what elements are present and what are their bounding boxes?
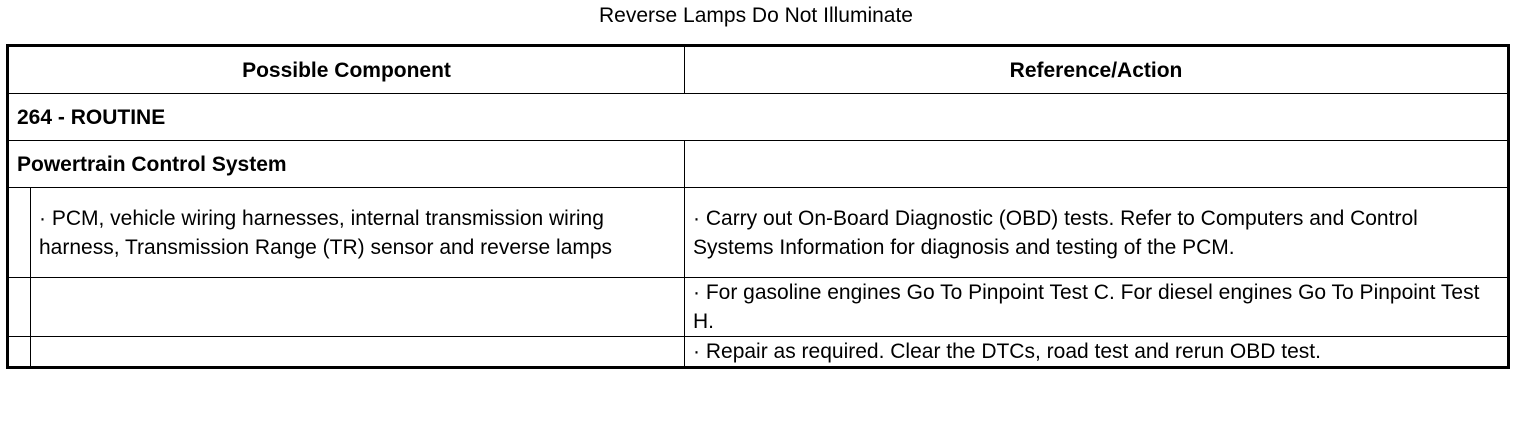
action-cell: · Repair as required. Clear the DTCs, road test and rerun OBD test. [685, 337, 1509, 368]
table-row [8, 278, 1509, 337]
group-label: Powertrain Control System [8, 141, 685, 188]
action-cell: · Carry out On-Board Diagnostic (OBD) tests. Refer to Computers and Control Systems Information for diagnosis and testing of the PCM. [685, 188, 1509, 278]
header-row [8, 46, 1509, 94]
component-cell-empty [31, 278, 685, 337]
diagnostic-table [6, 44, 1510, 369]
component-cell: · PCM, vehicle wiring harnesses, internal transmission wiring harness, Transmission Range (TR) sensor and reverse lamps [31, 188, 685, 278]
indent-cell [8, 188, 31, 278]
group-action-empty [685, 141, 1509, 188]
header-reference-action: Reference/Action [685, 46, 1509, 94]
component-cell-empty [31, 337, 685, 368]
table-row [8, 337, 1509, 368]
section-label: 264 - ROUTINE [8, 94, 1509, 141]
table-caption: Reverse Lamps Do Not Illuminate [599, 4, 913, 27]
section-row [8, 94, 1509, 141]
header-possible-component: Possible Component [8, 46, 685, 94]
indent-cell [8, 278, 31, 337]
group-row [8, 141, 1509, 188]
table-row [8, 188, 1509, 278]
action-cell: · For gasoline engines Go To Pinpoint Test C. For diesel engines Go To Pinpoint Test H. [685, 278, 1509, 337]
indent-cell [8, 337, 31, 368]
